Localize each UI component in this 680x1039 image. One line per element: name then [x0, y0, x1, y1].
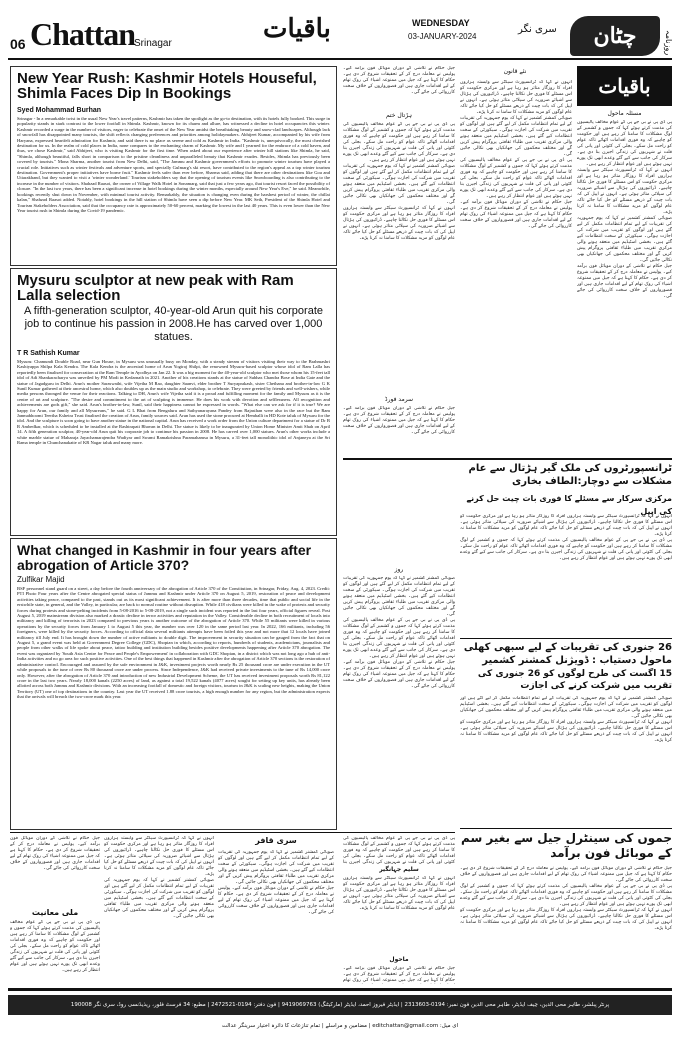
- day-label: WEDNESDAY: [412, 18, 470, 28]
- article-body: Mysuru: Chamundi Double Road, near Gun House, in Mysuru was unusually busy on Monday, with a steady stream of visitors visiting their way to the Brahmashri Kashiyappa Shilpa Kala Kendra. The Kala Kendra is the ancestral home of Arun Yogiraj Shilpi, the renowned Mysuru-based sculptor whose idol of Ram Lalla has reportedly been finalised for consecration at the Ram Temple in Ayodhya on Jan 22. It was a big moment for the 40-year-old sculptor who met those whom his 15-feet tall idol of Adi Shankaracharya was unveiled by PM Modi in Kedarnath in 2021. Another of his creations stands at the statue of Subhas Chandra Bose at India Gate and the statue of Jagadguru in Delhi. Arun's mother Saraswathi, wife Vijetha M Rao, daughter Saanvi, elder brother T Suryaprakash, sister Chethana and brother-in-law G K Sunil Kumar gathered at their ancestral home, which also doubles up as the main studio and workshop, to celebrate. They were greeted by friends and well-wishers, while media persons thronged the venue for their reactions. Talking to DH, Arun's wife Vijetha said it is a proud and fulfilling moment for the family and Mysuru as it is the centre of art and sculpture. "The desire and commitment to the art of sculpting is immense. He does his work with devotion and selflessness. All recognition and achievements are gods gift," she said. Arun's brother-in-law, Sunil, said their happiness cannot be expressed in words. "What else can we ask for if it is true? We are happy for Arun, our family and all Mysureans," he said. G L Bhat from Bengaluru and Sathyanarayana Pandey from Rajasthan were also in the race but the Ram Janmabhoomi Teertha Kshetra Trust finalised the creation of Arun, family sources said. Arun has used the stone procured at Hemballi in HD Kote taluk of Mysuru for the idol. And the sculpture is soon going to have another statue in the national capital. Arun has received a work order from the Union culture department for a statue of Dr B R Ambedkar, which is scheduled to be installed at the Rashtrapati Bhavan in Delhi. The statue is likely to be inaugurated by Union Home Minister Amit Shah on April 14. A fifth generation sculptor, 40-year-old Arun quit his corporate job to continue his passion in 2008. He has carved over 1,000 statues. Arun's other works include a white marble statue of Maharaja Jayachamarajendra Wadiyar and Swami Ramakrishna Paramahamsa in Mysuru, a 31-feet tall monolithic idol of Anjaneya at the Sri Rama temple in Chunchanakatte of KR Nagar taluk and many more.: [17, 359, 330, 446]
- urdu-bottom-col-3: صوبائی کمشنر کشمیر نے کہا کہ یوم جمہوریہ کی تقریبات کے لیے تمام انتظامات مکمل کر لیے گئے ہیں اور لوگوں کو تقریب میں شرکت کی اجازت ہوگی۔ سیکورٹی کے سخت انتظامات کیے گئے ہیں۔ بخشی اسٹیڈیم میں منعقد ہونے والی مرکزی تقریب میں طلباء ثقافتی پروگرام پیش کریں گے اور مختلف محکموں کی جھانکیاں بھی نکالی جائیں گی۔ جیل حکام نے تلاشی کے دوران موبائل فون برآمد کیے۔ پولیس نے معاملہ درج کر کے تحقیقات شروع کر دی ہے۔ حکام کا کہنا ہے کہ جیل میں ممنوعہ اشیاء کی روک تھام کے لیے اقدامات جاری ہیں اور قصورواروں کے خلاف سخت کارروائی کی جائے گی۔: [218, 850, 334, 915]
- urdu-column-2: انہوں نے کہا کہ ٹرانسپورٹ سیکٹر سے وابستہ ہزاروں افراد کا روزگار متاثر ہو رہا ہے اور مرکزی حکومت کو اس مسئلے کا فوری حل نکالنا چاہیے۔ ڈرائیوروں کی ہڑتال سے اشیائے ضروریہ کی سپلائی متاثر ہوئی ہے۔ انہوں نے اپیل کی کہ بات چیت کے ذریعے مسئلے کو حل کیا جائے تاکہ عام لوگوں کو مزید مشکلات کا سامنا نہ کرنا پڑے۔ صوبائی کمشنر کشمیر نے کہا کہ یوم جمہوریہ کی تقریبات کے لیے تمام انتظامات مکمل کر لیے گئے ہیں اور لوگوں کو تقریب میں شرکت کی اجازت ہوگی۔ سیکورٹی کے سخت انتظامات کیے گئے ہیں۔ بخشی اسٹیڈیم میں منعقد ہونے والی مرکزی تقریب میں طلباء ثقافتی پروگرام پیش کریں گے اور مختلف محکموں کی جھانکیاں بھی نکالی جائیں گی۔ پی ڈی پی نے بی جے پی کے عوام مخالف پالیسیوں کی مذمت کرتے ہوئے کہا کہ جموں و کشمیر کے لوگ مشکلات کا سامنا کر رہے ہیں اور حکومت کو چاہیے کہ وہ فوری اقدامات اٹھائے تاکہ عوام کو راحت مل سکے۔ بجلی کی کٹوتی اور پانی کی قلت نے شہریوں کی زندگی اجیرن بنا دی ہے۔ سرکار کی جانب سے کیے گئے وعدے ابھی تک پورے نہیں ہوئے ہیں اور عوام انتظار کر رہے ہیں۔ جیل حکام نے تلاشی کے دوران موبائل فون برآمد کیے۔ پولیس نے معاملہ درج کر کے تحقیقات شروع کر دی ہے۔ حکام کا کہنا ہے کہ جیل میں ممنوعہ اشیاء کی روک تھام کے لیے اقدامات جاری ہیں اور قصورواروں کے خلاف سخت کارروائی کی جائے گی۔: [460, 80, 572, 229]
- article-byline: T R Sathish Kumar: [17, 350, 80, 357]
- urdu-subhead: سری قافر: [255, 836, 297, 845]
- urdu-signature: ماحول: [389, 956, 409, 963]
- article-new-year-rush: [10, 66, 337, 266]
- urdu-subhead: روز: [394, 566, 404, 573]
- urdu-26-january-body: صوبائی کمشنر کشمیر نے کہا کہ یوم جمہوریہ کی تقریبات کے لیے تمام انتظامات مکمل کر لیے گئے ہیں اور لوگوں کو تقریب میں شرکت کی اجازت ہوگی۔ سیکورٹی کے سخت انتظامات کیے گئے ہیں۔ بخشی اسٹیڈیم میں منعقد ہونے والی مرکزی تقریب میں طلباء ثقافتی پروگرام پیش کریں گے اور مختلف محکموں کی جھانکیاں بھی نکالی جائیں گی۔ انہوں نے کہا کہ ٹرانسپورٹ سیکٹر سے وابستہ ہزاروں افراد کا روزگار متاثر ہو رہا ہے اور مرکزی حکومت کو اس مسئلے کا فوری حل نکالنا چاہیے۔ ڈرائیوروں کی ہڑتال سے اشیائے ضروریہ کی سپلائی متاثر ہوئی ہے۔ انہوں نے اپیل کی کہ بات چیت کے ذریعے مسئلے کو حل کیا جائے تاکہ عام لوگوں کو مزید مشکلات کا سامنا نہ کرنا پڑے۔: [460, 696, 672, 743]
- article-subhead: A fifth-generation sculptor, 40-year-old Arun quit his corporate job to continue his passion in 2008.He has carved over 1,000 statues.: [23, 305, 323, 343]
- urdu-bottom-col-2: انہوں نے کہا کہ ٹرانسپورٹ سیکٹر سے وابستہ ہزاروں افراد کا روزگار متاثر ہو رہا ہے اور مرکزی حکومت کو اس مسئلے کا فوری حل نکالنا چاہیے۔ ڈرائیوروں کی ہڑتال سے اشیائے ضروریہ کی سپلائی متاثر ہوئی ہے۔ انہوں نے اپیل کی کہ بات چیت کے ذریعے مسئلے کو حل کیا جائے تاکہ عام لوگوں کو مزید مشکلات کا سامنا نہ کرنا پڑے۔ صوبائی کمشنر کشمیر نے کہا کہ یوم جمہوریہ کی تقریبات کے لیے تمام انتظامات مکمل کر لیے گئے ہیں اور لوگوں کو تقریب میں شرکت کی اجازت ہوگی۔ سیکورٹی کے سخت انتظامات کیے گئے ہیں۔ بخشی اسٹیڈیم میں منعقد ہونے والی مرکزی تقریب میں طلباء ثقافتی پروگرام پیش کریں گے اور مختلف محکموں کی جھانکیاں بھی نکالی جائیں گی۔: [104, 836, 214, 919]
- article-headline: What changed in Kashmir in four years after abrogation of Article 370?: [17, 542, 312, 573]
- article-byline: Syed Mohammad Burhan: [17, 107, 102, 114]
- urdu-column-3-top: جیل حکام نے تلاشی کے دوران موبائل فون برآمد کیے۔ پولیس نے معاملہ درج کر کے تحقیقات شروع کر دی ہے۔ حکام کا کہنا ہے کہ جیل میں ممنوعہ اشیاء کی روک تھام کے لیے اقدامات جاری ہیں اور قصورواروں کے خلاف سخت کارروائی کی جائے گی۔: [343, 66, 455, 95]
- headline-jail: جموں کی سینٹرل جیل سے بغیر سم کے موبائل فون برآمد: [461, 831, 672, 860]
- article-byline: Zulfikar Majid: [17, 575, 65, 584]
- urdu-subhead: ہڑتال ختم: [385, 112, 413, 119]
- footer-line-2: ای میل: editchattan@gmail.com | مضامین و مراسلے | تمام تنازعات کا دائرہ اختیار سرینگر عدالت: [221, 1023, 459, 1029]
- page-number: 06: [10, 36, 26, 52]
- urdu-bottom-col-4c: جیل حکام نے تلاشی کے دوران موبائل فون برآمد کیے۔ پولیس نے معاملہ درج کر کے تحقیقات شروع کر دی ہے۔ حکام کا کہنا ہے کہ جیل میں ممنوعہ اشیاء کی روک تھام: [343, 966, 455, 983]
- subhead-transporters: مرکزی سرکار سے مسئلے کا فوری بات چیت حل کرنے کی اپیل: [466, 494, 672, 516]
- urdu-bottom-col-1: جیل حکام نے تلاشی کے دوران موبائل فون برآمد کیے۔ پولیس نے معاملہ درج کر کے تحقیقات شروع کر دی ہے۔ حکام کا کہنا ہے کہ جیل میں ممنوعہ اشیاء کی روک تھام کے لیے اقدامات جاری ہیں اور قصورواروں کے خلاف سخت کارروائی کی جائے گی۔: [10, 836, 100, 871]
- urdu-column-3: پی ڈی پی نے بی جے پی کے عوام مخالف پالیسیوں کی مذمت کرتے ہوئے کہا کہ جموں و کشمیر کے لوگ مشکلات کا سامنا کر رہے ہیں اور حکومت کو چاہیے کہ وہ فوری اقدامات اٹھائے تاکہ عوام کو راحت مل سکے۔ بجلی کی کٹوتی اور پانی کی قلت نے شہریوں کی زندگی اجیرن بنا دی ہے۔ سرکار کی جانب سے کیے گئے وعدے ابھی تک پورے نہیں ہوئے ہیں اور عوام انتظار کر رہے ہیں۔ صوبائی کمشنر کشمیر نے کہا کہ یوم جمہوریہ کی تقریبات کے لیے تمام انتظامات مکمل کر لیے گئے ہیں اور لوگوں کو تقریب میں شرکت کی اجازت ہوگی۔ سیکورٹی کے سخت انتظامات کیے گئے ہیں۔ بخشی اسٹیڈیم میں منعقد ہونے والی مرکزی تقریب میں طلباء ثقافتی پروگرام پیش کریں گے اور مختلف محکموں کی جھانکیاں بھی نکالی جائیں گی۔ انہوں نے کہا کہ ٹرانسپورٹ سیکٹر سے وابستہ ہزاروں افراد کا روزگار متاثر ہو رہا ہے اور مرکزی حکومت کو اس مسئلے کا فوری حل نکالنا چاہیے۔ ڈرائیوروں کی ہڑتال سے اشیائے ضروریہ کی سپلائی متاثر ہوئی ہے۔ انہوں نے اپیل کی کہ بات چیت کے ذریعے مسئلے کو حل کیا جائے تاکہ عام لوگوں کو مزید مشکلات کا سامنا نہ کرنا پڑے۔: [343, 122, 455, 241]
- article-headline: Mysuru sculptor at new peak with Ram Lalla selection: [17, 272, 294, 304]
- urdu-bottom-col-4b: انہوں نے کہا کہ ٹرانسپورٹ سیکٹر سے وابستہ ہزاروں افراد کا روزگار متاثر ہو رہا ہے اور مرکزی حکومت کو اس مسئلے کا فوری حل نکالنا چاہیے۔ ڈرائیوروں کی ہڑتال سے اشیائے ضروریہ کی سپلائی متاثر ہوئی ہے۔ انہوں نے اپیل کی کہ بات چیت کے ذریعے مسئلے کو حل کیا جائے تاکہ عام لوگوں کو مزید مشکلات کا سامنا نہ کرنا پڑے۔: [343, 876, 455, 911]
- footer-imprint: [8, 988, 672, 1034]
- city-label: Srinagar: [134, 38, 172, 49]
- footer-line-1: پرنٹر پبلشر، طاہر محی الدین، چیف ایڈیٹر، طاہر محی الدین فون نمبر: 0194-2313603 | ایڈیٹر فیروز احمد، ایڈیٹر (مارکیٹنگ) 9419069763 | فون دفتر: 0194-2472521 | مطبع: 34 فرسٹ فلور، ریذیڈنسی روڈ، سری نگر 190008: [8, 995, 672, 1015]
- urdu-column-3-bottom: جیل حکام نے تلاشی کے دوران موبائل فون برآمد کیے۔ پولیس نے معاملہ درج کر کے تحقیقات شروع کر دی ہے۔ حکام کا کہنا ہے کہ جیل میں ممنوعہ اشیاء کی روک تھام کے لیے اقدامات جاری ہیں اور قصورواروں کے خلاف سخت کارروائی کی جائے گی۔: [343, 406, 455, 435]
- urdu-subhead: مسئلہ ماحول: [607, 110, 642, 117]
- urdu-column-right: پی ڈی پی نے بی جے پی کے عوام مخالف پالیسیوں کی مذمت کرتے ہوئے کہا کہ جموں و کشمیر کے لوگ مشکلات کا سامنا کر رہے ہیں اور حکومت کو چاہیے کہ وہ فوری اقدامات اٹھائے تاکہ عوام کو راحت مل سکے۔ بجلی کی کٹوتی اور پانی کی قلت نے شہریوں کی زندگی اجیرن بنا دی ہے۔ سرکار کی جانب سے کیے گئے وعدے ابھی تک پورے نہیں ہوئے ہیں اور عوام انتظار کر رہے ہیں۔ انہوں نے کہا کہ ٹرانسپورٹ سیکٹر سے وابستہ ہزاروں افراد کا روزگار متاثر ہو رہا ہے اور مرکزی حکومت کو اس مسئلے کا فوری حل نکالنا چاہیے۔ ڈرائیوروں کی ہڑتال سے اشیائے ضروریہ کی سپلائی متاثر ہوئی ہے۔ انہوں نے اپیل کی کہ بات چیت کے ذریعے مسئلے کو حل کیا جائے تاکہ عام لوگوں کو مزید مشکلات کا سامنا نہ کرنا پڑے۔ صوبائی کمشنر کشمیر نے کہا کہ یوم جمہوریہ کی تقریبات کے لیے تمام انتظامات مکمل کر لیے گئے ہیں اور لوگوں کو تقریب میں شرکت کی اجازت ہوگی۔ سیکورٹی کے سخت انتظامات کیے گئے ہیں۔ بخشی اسٹیڈیم میں منعقد ہونے والی مرکزی تقریب میں طلباء ثقافتی پروگرام پیش کریں گے اور مختلف محکموں کی جھانکیاں بھی نکالی جائیں گی۔ جیل حکام نے تلاشی کے دوران موبائل فون برآمد کیے۔ پولیس نے معاملہ درج کر کے تحقیقات شروع کر دی ہے۔ حکام کا کہنا ہے کہ جیل میں ممنوعہ اشیاء کی روک تھام کے لیے اقدامات جاری ہیں اور قصورواروں کے خلاف سخت کارروائی کی جائے گی۔: [577, 120, 672, 299]
- city-label-urdu: سری نگر: [518, 24, 557, 35]
- divider: [10, 832, 455, 833]
- section-title: باقیات: [263, 14, 331, 44]
- article-mysuru-sculptor: [10, 268, 337, 536]
- logo-urdu: چٹان: [570, 16, 660, 56]
- logo-english: Chattan: [30, 16, 136, 52]
- article-article-370: [10, 538, 337, 830]
- urdu-column-mid: صوبائی کمشنر کشمیر نے کہا کہ یوم جمہوریہ کی تقریبات کے لیے تمام انتظامات مکمل کر لیے گئے ہیں اور لوگوں کو تقریب میں شرکت کی اجازت ہوگی۔ سیکورٹی کے سخت انتظامات کیے گئے ہیں۔ بخشی اسٹیڈیم میں منعقد ہونے والی مرکزی تقریب میں طلباء ثقافتی پروگرام پیش کریں گے اور مختلف محکموں کی جھانکیاں بھی نکالی جائیں گی۔ پی ڈی پی نے بی جے پی کے عوام مخالف پالیسیوں کی مذمت کرتے ہوئے کہا کہ جموں و کشمیر کے لوگ مشکلات کا سامنا کر رہے ہیں اور حکومت کو چاہیے کہ وہ فوری اقدامات اٹھائے تاکہ عوام کو راحت مل سکے۔ بجلی کی کٹوتی اور پانی کی قلت نے شہریوں کی زندگی اجیرن بنا دی ہے۔ سرکار کی جانب سے کیے گئے وعدے ابھی تک پورے نہیں ہوئے ہیں اور عوام انتظار کر رہے ہیں۔ جیل حکام نے تلاشی کے دوران موبائل فون برآمد کیے۔ پولیس نے معاملہ درج کر کے تحقیقات شروع کر دی ہے۔ حکام کا کہنا ہے کہ جیل میں ممنوعہ اشیاء کی روک تھام کے لیے اقدامات جاری ہیں اور قصورواروں کے خلاف سخت کارروائی کی جائے گی۔: [343, 576, 455, 689]
- urdu-subhead: ملی معانیت: [31, 908, 79, 917]
- date-label: 03-JANUARY-2024: [408, 32, 477, 41]
- urdu-bottom-col-1b: پی ڈی پی نے بی جے پی کے عوام مخالف پالیسیوں کی مذمت کرتے ہوئے کہا کہ جموں و کشمیر کے لوگ مشکلات کا سامنا کر رہے ہیں اور حکومت کو چاہیے کہ وہ فوری اقدامات اٹھائے تاکہ عوام کو راحت مل سکے۔ بجلی کی کٹوتی اور پانی کی قلت نے شہریوں کی زندگی اجیرن بنا دی ہے۔ سرکار کی جانب سے کیے گئے وعدے ابھی تک پورے نہیں ہوئے ہیں اور عوام انتظار کر رہے ہیں۔: [10, 920, 100, 973]
- article-body: BSF personnel stand guard on a street, a day before the fourth anniversary of the abrogation of Article 370 of the Constitution, in Srinagar, Friday, Aug. 4, 2023. Credit: PTI Photo Four years after the Centre abrogated special status of Jammu and Kashmir under Article 370 on August 5, 2019, restoration of peace and development activities taking peace, compared to the past, stands out as its most significant achievement. It is after more than three decades, time that public and social life in the erstwhile state, in general, and the Valley, in particular, are back to normal routine without disruption. While 418 civilians were killed in the wake of protests and security forces during protests and stone-pelting incidents from 5-08-2016 to 5-08-2019, not a single such incident was reported in the last four years, official figures reveal. Post August 5, 2019 mainstream division also marked a drastic decline in terror activities and reputation in the Valley. Considerable decline in both recruitment of locals into militancy and killing of terrorists in 2023 compared to previous years is another outcome of the abrogation of Article 370. While 55 militants were killed in various operations by the security forces from January 1 to August 5 this year, the number was over 120 in the same period last year. In 2022, 166 militants, including 56 foreigners, were killed by the security forces. According to official data several militants attempts have been foiled this year and not more that 12 locals have joined militancy till July end. It has brought down the number of active militants to double digit. The improvement in security situation can be gauged from the fact that on August 5, a grand event was held at Government Degree College (GDC), Shopian in which, according to reports, hundreds of students, academicians, journalists and people from other walks of life spoke about peace, tattoo building and institution building besides positive developments happening after Article 370 abrogation. The event was organized by 'South Asia Centre for Peace and People's Empowerment' in collaboration with GDC Shopian, in a district which was not long ago a hub of anti-India activities and no go area for such positive activities. One of the best things that happened in Kashmir after the abrogation of Article 370 sections is the restoration of administrative control. Encouraged and assured by the safe environment in J&K, investment projects worth nearly Rs 25 thousand crore are under execution in the UT while proposals to the tune of over Rs 80 thousand crore are under process. Since Independence, J&K had received private investments to the tune of Rs 14,000 crore only. However, after the abrogation of Article 370 and introduction of new Industrial Development Scheme, the UT has received investment proposals worth Rs 81,122 crore in the last two years. Nearly 18,000 kanals (2250 acres) of land, as against a total 19,522 kanals (4077 acres) sought for setting up key units, has already been allotted across both Jammu and Kashmir divisions. With an increasing footfall of domestic and foreign visitors, tourism in J&K is scaling new heights, making the Union Territory (UT) one of top destinations in the country. Last year the UT received 1.88 crore tourists, a high enough number for any region, but the administration expects that the arrivals will breach the two-crore mark this year.: [17, 586, 330, 700]
- masthead: [8, 8, 672, 60]
- urdu-bottom-col-4: پی ڈی پی نے بی جے پی کے عوام مخالف پالیسیوں کی مذمت کرتے ہوئے کہا کہ جموں و کشمیر کے لوگ مشکلات کا سامنا کر رہے ہیں اور حکومت کو چاہیے کہ وہ فوری اقدامات اٹھائے تاکہ عوام کو راحت مل سکے۔ بجلی کی کٹوتی اور پانی کی قلت نے شہریوں کی زندگی اجیرن بنا: [343, 836, 455, 864]
- daily-label-urdu: روزنامہ: [664, 30, 673, 56]
- urdu-subhead: نئے قانون: [503, 68, 527, 75]
- subhead-26-january: 15 اگست کی طرح لوگوں کو 26 جنوری کی تقریب میں شرکت کرنے کی اجازت: [477, 669, 672, 691]
- divider: [343, 458, 672, 460]
- headline-transporters: ٹرانسپورٹروں کی ملک گیر ہڑتال سے عام مشکلات سے دوچار:الطاف بخاری: [468, 463, 672, 487]
- article-headline: New Year Rush: Kashmir Hotels Houseful, Shimla Faces Dip In Bookings: [17, 70, 317, 102]
- headline-26-january: 26 جنوری کی تقریبات کے لیے سبھی کھلی ماحول دستیاب : ڈویژنل کمشنر کشمیر: [463, 642, 672, 666]
- divider: [460, 828, 672, 829]
- baqiyat-box: باقیات: [577, 66, 672, 106]
- urdu-transporters-body: انہوں نے کہا کہ ٹرانسپورٹ سیکٹر سے وابستہ ہزاروں افراد کا روزگار متاثر ہو رہا ہے اور مرکزی حکومت کو اس مسئلے کا فوری حل نکالنا چاہیے۔ ڈرائیوروں کی ہڑتال سے اشیائے ضروریہ کی سپلائی متاثر ہوئی ہے۔ انہوں نے اپیل کی کہ بات چیت کے ذریعے مسئلے کو حل کیا جائے تاکہ عام لوگوں کو مزید مشکلات کا سامنا نہ کرنا پڑے۔ پی ڈی پی نے بی جے پی کے عوام مخالف پالیسیوں کی مذمت کرتے ہوئے کہا کہ جموں و کشمیر کے لوگ مشکلات کا سامنا کر رہے ہیں اور حکومت کو چاہیے کہ وہ فوری اقدامات اٹھائے تاکہ عوام کو راحت مل سکے۔ بجلی کی کٹوتی اور پانی کی قلت نے شہریوں کی زندگی اجیرن بنا دی ہے۔ سرکار کی جانب سے کیے گئے وعدے ابھی تک پورے نہیں ہوئے ہیں اور عوام انتظار کر رہے ہیں۔: [460, 514, 672, 561]
- urdu-subhead: سرمد فورڈ: [384, 396, 414, 403]
- urdu-jail-body: جیل حکام نے تلاشی کے دوران موبائل فون برآمد کیے۔ پولیس نے معاملہ درج کر کے تحقیقات شروع کر دی ہے۔ حکام کا کہنا ہے کہ جیل میں ممنوعہ اشیاء کی روک تھام کے لیے اقدامات جاری ہیں اور قصورواروں کے خلاف سخت کارروائی کی جائے گی۔ پی ڈی پی نے بی جے پی کے عوام مخالف پالیسیوں کی مذمت کرتے ہوئے کہا کہ جموں و کشمیر کے لوگ مشکلات کا سامنا کر رہے ہیں اور حکومت کو چاہیے کہ وہ فوری اقدامات اٹھائے تاکہ عوام کو راحت مل سکے۔ بجلی کی کٹوتی اور پانی کی قلت نے شہریوں کی زندگی اجیرن بنا دی ہے۔ سرکار کی جانب سے کیے گئے وعدے ابھی تک پورے نہیں ہوئے ہیں اور عوام انتظار کر رہے ہیں۔ انہوں نے کہا کہ ٹرانسپورٹ سیکٹر سے وابستہ ہزاروں افراد کا روزگار متاثر ہو رہا ہے اور مرکزی حکومت کو اس مسئلے کا فوری حل نکالنا چاہیے۔ ڈرائیوروں کی ہڑتال سے اشیائے ضروریہ کی سپلائی متاثر ہوئی ہے۔ انہوں نے اپیل کی کہ بات چیت کے ذریعے مسئلے کو حل کیا جائے تاکہ عام لوگوں کو مزید مشکلات کا سامنا نہ کرنا پڑے۔: [460, 866, 672, 931]
- article-body: Srinagar - In a remarkable twist in the usual New Year's travel patterns, Kashmir has taken the spotlight as the go-to destination, with its hotels fully booked. This surge in popularity stands in stark contrast to the lower footfall in Shimla. Kashmir, known for its charm and allure, has witnessed a decline in hotel occupancies this winter. Kashmir recorded a surge in the number of visitors, eager to celebrate the onset of the New Year amidst the breathtaking beauty and snow-clad landscapes. Although lack of snowfall has disappointed many tourists, the shift reflects changing preferences and priorities among holidaymakers. Abhijeet Kumar, accompanied by his wife from Haryana, expressed heartfelt admiration for Kashmir, and said there is no place as serene and cold as Kashmir in India. "Kashmir is, unequivocally, the most cherished destination for us. In the realm of cold places in India, none compares to the enchanting charm of Kashmir. My wife and I yearned for the embrace of a cold haven, and thus, we chose Kashmir," said Abhijeet, who is visiting Kashmir for the first time. When asked about our experience after winter hill stations like Shimla, he said, "Shimla, although beautiful, falls short in comparison to the pristine cleanliness and unparalleled beauty that Kashmir exudes. Besides, Shimla has previously been covered by tourists." Mona Sharma, another tourist from New Delhi, said, "The Jammu and Kashmir government's efforts to promote winter tourism have played a crucial role. Initiatives such as winter festivals and adventure sports, and specially Gulmarg's ski resort, have contributed to the region's appeal as a top winter tourism destination. Government's proper initiatives have borne fruit." Kashmir feels safer than ever before, Sharma said, adding that there are other destinations like Goa and Uttarakhand, but they wanted to visit a 'winter wonderland.' Tourism stakeholders say that the opening of tourism events like Snowboarding is also contributing to the increase in the number of visitors. Shahzad Raasoi, the owner of Village Walk Hotel in Sonamarg, said that just a few years ago, that tourist resort faced the possibility of closure. "In the last two years, there has been a significant increase in hotel bookings during the winter months, especially around New Year's Eve," he said. Meanwhile, bookings recently shut down in November, with minimal tourist activity. Remarkably, the situation is changing even during the harshest period of winter, the chillai kalan," Shahzad Raasoi added. Notably, hotel bookings in the hill station of Shimla have seen a dip before New Year. MK Seth, President of the Shimla Hotel and Tourism Stakeholders Association, said that the occupancy rate is approximately 50-60 percent, marking the lowest in the last 40 years. This is even lower than the New Year tourist rush in Shimla during the Covid-19 pandemic.: [17, 116, 330, 213]
- urdu-signature: سلیم جہانگیر: [379, 866, 419, 873]
- divider: [460, 638, 672, 639]
